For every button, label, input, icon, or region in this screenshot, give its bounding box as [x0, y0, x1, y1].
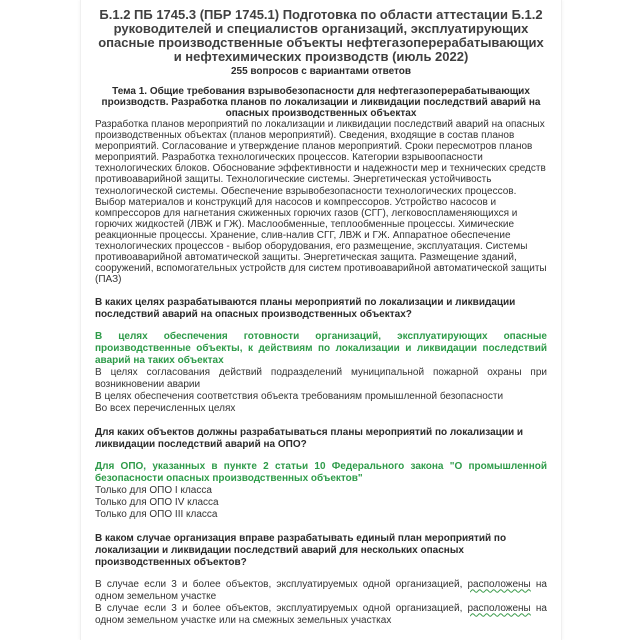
document-page — [80, 0, 562, 640]
question-1-option-3: В целях обеспечения соответствия объекта требованиям промышленной безопасности — [95, 391, 504, 403]
question-2-option-4: Только для ОПО III класса — [95, 509, 218, 521]
question-2-option-3: Только для ОПО IV класса — [95, 497, 219, 509]
question-3: В каком случае организация вправе разрабатывать единый план мероприятий по локализации и ликвидации последствий аварий для нескольких опасных производственных объектов? — [95, 533, 507, 569]
document-subtitle: 255 вопросов с вариантами ответов — [230, 66, 412, 77]
question-2: Для каких объектов должны разрабатываться планы мероприятий по локализации и ликвидации последствий аварий на ОПО? — [95, 427, 524, 451]
option-text: В случае если 3 и более объектов, эксплуатируемых одной организацией, — [95, 579, 468, 591]
question-1-option-2: В целях согласования действий подразделений муниципальной пожарной охраны при возникновении аварии — [95, 367, 547, 391]
document-title: Б.1.2 ПБ 1745.3 (ПБР 1745.1) Подготовка по области аттестации Б.1.2 руководителей и специалистов организаций, эксплуатирующих опасные производственные объекты нефтегазоперерабатывающих и нефтехимических производств (июль 2022) — [98, 7, 544, 64]
topic-description: Разработка планов мероприятий по локализации и ликвидации последствий аварий на опасных производственных объектах (планов мероприятий). Сведения, входящие в состав планов мероприятий. Согласование и утверждение планов мероприятий. Сроки пересмотров планов мероприятий. Разработка технологических процессов. Категории взрывоопасности технологических блоков. Обоснование эффективности и надежности мер и технических средств противоаварийной защиты. Технологические системы. Энергетическая устойчивость технологической системы. Обеспечение взрывобезопасности технологических процессов. Выбор материалов и конструкций для насосов и компрессоров. Устройство насосов и компрессоров для нагнетания сжиженных горючих газов (СГГ), легковоспламеняющихся и горючих жидкостей (ЛВЖ и ГЖ). Маслообменные, теплообменные процессы. Химические реакционные процессы. Хранение, слив-налив СГГ, ЛВЖ и ГЖ. Аппаратное обеспечение технологических процессов - выбор оборудования, его размещение, эксплуатация. Системы противоаварийной автоматической защиты. Энергетическая защита. Размещение зданий, сооружений, вспомогательных устройств для систем противоаварийной автоматической защиты (ПАЗ) — [95, 119, 547, 286]
spellcheck-underlined-word: расположены — [467, 603, 531, 615]
question-3-option-1 — [95, 579, 547, 603]
option-text: В случае если 3 и более объектов, эксплуатируемых одной организацией, — [95, 603, 468, 615]
option-text: на одном земельном участке — [95, 579, 547, 603]
option-text: на одном земельном участке или на смежных земельных участках — [95, 603, 547, 627]
topic-title: Тема 1. Общие требования взрывобезопасности для нефтегазоперерабатывающих производств. Разработка планов по локализации и ликвидации последствий аварий на опасных производственных объектах — [101, 86, 541, 119]
question-2-option-2: Только для ОПО I класса — [95, 485, 212, 497]
question-1-correct-answer: В целях обеспечения готовности организаций, эксплуатирующих опасные производственные объекты, к действиям по локализации и ликвидации последствий аварий на таких объектах — [95, 331, 547, 367]
question-1-option-4: Во всех перечисленных целях — [95, 403, 236, 415]
document-content — [95, 8, 547, 627]
spellcheck-underlined-word: расположены — [467, 579, 531, 591]
question-3-option-2 — [95, 603, 547, 627]
question-2-correct-answer: Для ОПО, указанных в пункте 2 статьи 10 Федерального закона "О промышленной безопасности опасных производственных объектов" — [95, 461, 547, 485]
question-1: В каких целях разрабатываются планы мероприятий по локализации и ликвидации последствий аварий на опасных производственных объектах? — [95, 297, 516, 321]
